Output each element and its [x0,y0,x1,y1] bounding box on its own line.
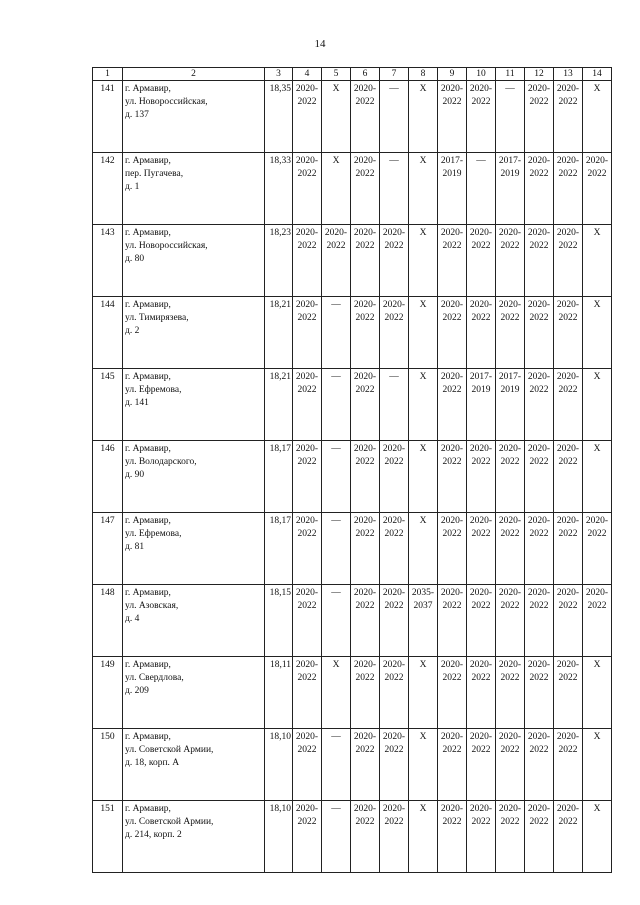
period-cell: 2020-2022 [293,801,322,873]
period-cell: 2020-2022 [293,81,322,153]
period-cell: X [322,657,351,729]
period-cell: 2020-2022 [525,657,554,729]
value-cell: 18,21 [265,369,293,441]
address-line: г. Армавир, [125,300,171,310]
value-cell: 18,35 [265,81,293,153]
period-cell: X [409,729,438,801]
period-cell: — [322,297,351,369]
period-cell: 2020-2022 [583,585,612,657]
period-cell: 2020-2022 [525,585,554,657]
address-line: пер. Пугачева, [125,169,184,179]
address-cell [123,657,265,729]
header-row [93,68,612,81]
period-cell: — [322,729,351,801]
table-row [93,801,612,873]
table-row [93,585,612,657]
row-number-cell: 150 [93,729,123,801]
address-cell [123,369,265,441]
period-cell: 2020-2022 [293,225,322,297]
address-cell [123,585,265,657]
period-cell: X [409,369,438,441]
period-cell: 2020-2022 [525,441,554,513]
table-row [93,297,612,369]
row-number-cell: 151 [93,801,123,873]
address-line: г. Армавир, [125,516,171,526]
period-cell: 2020-2022 [351,81,380,153]
address-line: д. 4 [125,614,140,624]
period-cell: 2020-2022 [438,297,467,369]
page-number: 14 [314,38,326,50]
address-cell [123,81,265,153]
address-line: ул. Ефремова, [125,529,182,539]
table-row [93,657,612,729]
address-line: г. Армавир, [125,84,171,94]
value-cell: 18,33 [265,153,293,225]
period-cell: 2020-2022 [554,657,583,729]
period-cell: — [496,81,525,153]
period-cell: 2020-2022 [380,513,409,585]
period-cell: 2020-2022 [467,657,496,729]
period-cell: 2020-2022 [467,801,496,873]
period-cell: 2020-2022 [438,369,467,441]
period-cell: — [380,153,409,225]
address-line: ул. Тимирязева, [125,313,189,323]
period-cell: 2020-2022 [293,657,322,729]
period-cell: 2020-2022 [554,585,583,657]
table-row [93,225,612,297]
row-number-cell: 143 [93,225,123,297]
table-row [93,729,612,801]
address-line: ул. Новороссийская, [125,97,208,107]
period-cell: 2020-2022 [467,585,496,657]
column-header: 3 [265,68,293,81]
period-cell: 2020-2022 [554,801,583,873]
column-header: 2 [123,68,265,81]
period-cell: 2020-2022 [583,513,612,585]
row-number-cell: 144 [93,297,123,369]
row-number-cell: 147 [93,513,123,585]
column-header: 8 [409,68,438,81]
row-number-cell: 148 [93,585,123,657]
address-line: г. Армавир, [125,444,171,454]
table-row [93,441,612,513]
address-line: ул. Новороссийская, [125,241,208,251]
period-cell: 2020-2022 [351,657,380,729]
period-cell: 2017-2019 [438,153,467,225]
address-line: г. Армавир, [125,804,171,814]
value-cell: 18,10 [265,801,293,873]
period-cell: 2020-2022 [293,369,322,441]
address-line: д. 209 [125,686,149,696]
period-cell: 2020-2022 [554,297,583,369]
period-cell: 2020-2022 [293,153,322,225]
period-cell: — [322,441,351,513]
period-cell: X [409,441,438,513]
period-cell: 2017-2019 [467,369,496,441]
period-cell: 2020-2022 [293,729,322,801]
period-cell: 2020-2022 [380,225,409,297]
column-header: 12 [525,68,554,81]
table-row [93,153,612,225]
address-line: г. Армавир, [125,372,171,382]
address-line: д. 18, корп. А [125,758,180,768]
period-cell: X [583,729,612,801]
column-header: 1 [93,68,123,81]
address-cell [123,297,265,369]
period-cell: 2020-2022 [322,225,351,297]
period-cell: 2020-2022 [351,153,380,225]
period-cell: — [322,801,351,873]
period-cell: 2020-2022 [554,513,583,585]
address-line: г. Армавир, [125,660,171,670]
period-cell: X [322,153,351,225]
period-cell: 2020-2022 [467,513,496,585]
period-cell: 2020-2022 [554,153,583,225]
period-cell: 2020-2022 [380,801,409,873]
period-cell: X [409,81,438,153]
value-cell: 18,15 [265,585,293,657]
period-cell: 2020-2022 [467,225,496,297]
row-number-cell: 146 [93,441,123,513]
column-header: 10 [467,68,496,81]
column-header: 7 [380,68,409,81]
address-cell [123,513,265,585]
period-cell: 2020-2022 [438,81,467,153]
address-line: г. Армавир, [125,732,171,742]
period-cell: X [583,225,612,297]
column-header: 5 [322,68,351,81]
period-cell: — [467,153,496,225]
address-cell [123,801,265,873]
period-cell: 2020-2022 [496,297,525,369]
period-cell: 2020-2022 [496,657,525,729]
period-cell: X [583,441,612,513]
address-line: ул. Азовская, [125,601,179,611]
period-cell: X [583,801,612,873]
address-line: д. 214, корп. 2 [125,830,182,840]
table-row [93,513,612,585]
period-cell: 2020-2022 [467,729,496,801]
period-cell: 2020-2022 [525,225,554,297]
period-cell: 2020-2022 [496,585,525,657]
period-cell: 2020-2022 [293,513,322,585]
value-cell: 18,10 [265,729,293,801]
address-line: ул. Свердлова, [125,673,184,683]
address-line: д. 2 [125,326,140,336]
period-cell: X [409,657,438,729]
period-cell: 2020-2022 [496,225,525,297]
column-header: 9 [438,68,467,81]
period-cell: 2020-2022 [438,225,467,297]
period-cell: 2020-2022 [438,585,467,657]
period-cell: 2020-2022 [554,369,583,441]
period-cell: 2020-2022 [438,657,467,729]
address-line: д. 141 [125,398,149,408]
row-number-cell: 141 [93,81,123,153]
address-cell [123,153,265,225]
period-cell: 2020-2022 [438,729,467,801]
period-cell: — [322,513,351,585]
period-cell: 2020-2022 [525,369,554,441]
period-cell: X [583,657,612,729]
period-cell: 2020-2022 [351,513,380,585]
address-cell [123,729,265,801]
table-row [93,81,612,153]
period-cell: 2020-2022 [525,513,554,585]
address-line: д. 81 [125,542,145,552]
period-cell: 2020-2022 [351,369,380,441]
period-cell: 2020-2022 [351,801,380,873]
period-cell: X [583,369,612,441]
period-cell: X [409,513,438,585]
period-cell: X [583,81,612,153]
period-cell: 2020-2022 [525,729,554,801]
period-cell: 2020-2022 [351,225,380,297]
period-cell: 2020-2022 [525,153,554,225]
period-cell: 2020-2022 [467,81,496,153]
period-cell: 2020-2022 [351,297,380,369]
data-table [92,67,612,873]
period-cell: 2017-2019 [496,153,525,225]
address-line: г. Армавир, [125,588,171,598]
period-cell: 2020-2022 [380,297,409,369]
value-cell: 18,17 [265,441,293,513]
address-line: д. 90 [125,470,145,480]
period-cell: 2020-2022 [293,585,322,657]
period-cell: 2020-2022 [554,729,583,801]
address-line: ул. Володарского, [125,457,197,467]
period-cell: 2020-2022 [293,297,322,369]
period-cell: X [409,297,438,369]
address-line: д. 80 [125,254,145,264]
row-number-cell: 142 [93,153,123,225]
value-cell: 18,17 [265,513,293,585]
period-cell: 2020-2022 [583,153,612,225]
column-header: 4 [293,68,322,81]
period-cell: — [322,585,351,657]
period-cell: 2020-2022 [293,441,322,513]
period-cell: 2020-2022 [351,441,380,513]
value-cell: 18,23 [265,225,293,297]
period-cell: 2020-2022 [467,297,496,369]
period-cell: 2020-2022 [496,729,525,801]
period-cell: 2020-2022 [351,729,380,801]
address-line: г. Армавир, [125,156,171,166]
period-cell: 2020-2022 [525,801,554,873]
period-cell: — [322,369,351,441]
address-line: ул. Советской Армии, [125,745,214,755]
period-cell: 2020-2022 [525,297,554,369]
period-cell: 2020-2022 [351,585,380,657]
period-cell: 2020-2022 [438,441,467,513]
row-number-cell: 149 [93,657,123,729]
period-cell: X [409,153,438,225]
period-cell: 2020-2022 [380,585,409,657]
period-cell: — [380,81,409,153]
address-line: ул. Советской Армии, [125,817,214,827]
period-cell: 2020-2022 [554,225,583,297]
table-body [93,68,612,873]
column-header: 6 [351,68,380,81]
column-header: 14 [583,68,612,81]
period-cell: 2020-2022 [496,441,525,513]
period-cell: 2020-2022 [380,729,409,801]
period-cell: 2017-2019 [496,369,525,441]
period-cell: 2020-2022 [554,81,583,153]
period-cell: 2020-2022 [380,657,409,729]
address-cell [123,441,265,513]
period-cell: 2020-2022 [554,441,583,513]
period-cell: 2020-2022 [438,513,467,585]
value-cell: 18,21 [265,297,293,369]
row-number-cell: 145 [93,369,123,441]
period-cell: 2020-2022 [438,801,467,873]
column-header: 11 [496,68,525,81]
period-cell: X [409,225,438,297]
address-line: д. 1 [125,182,140,192]
period-cell: 2020-2022 [525,81,554,153]
period-cell: X [409,801,438,873]
address-line: г. Армавир, [125,228,171,238]
column-header: 13 [554,68,583,81]
period-cell: 2020-2022 [496,801,525,873]
period-cell: X [583,297,612,369]
address-line: ул. Ефремова, [125,385,182,395]
period-cell: — [380,369,409,441]
period-cell: 2020-2022 [496,513,525,585]
value-cell: 18,11 [265,657,293,729]
period-cell: 2035-2037 [409,585,438,657]
period-cell: 2020-2022 [467,441,496,513]
period-cell: 2020-2022 [380,441,409,513]
period-cell: X [322,81,351,153]
table-row [93,369,612,441]
address-line: д. 137 [125,110,149,120]
address-cell [123,225,265,297]
